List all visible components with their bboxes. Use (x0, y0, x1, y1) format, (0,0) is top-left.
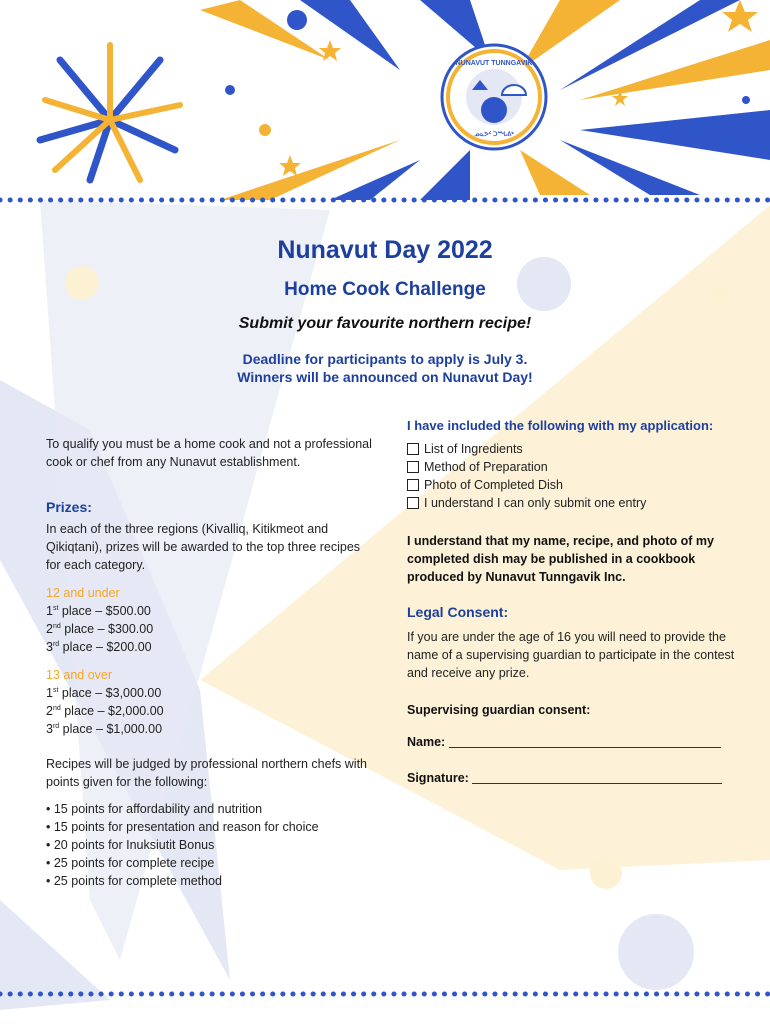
prizes-intro: In each of the three regions (Kivalliq, Kitikmeot and Qikiqtani), prizes will be awarded to the top three recipes for each category. (46, 522, 361, 572)
group1-heading: 12 and under (46, 586, 120, 600)
checklist (407, 440, 737, 512)
list-item: • 25 points for complete method (46, 872, 376, 890)
prizes-heading: Prizes: (46, 499, 92, 515)
judging-intro: Recipes will be judged by professional northern chefs with points given for the following: (46, 757, 368, 789)
checkbox[interactable] (407, 497, 419, 509)
points-list (46, 800, 376, 890)
prize-place: 1st place – $500.00 (46, 604, 151, 618)
legal-text: If you are under the age of 16 you will need to provide the name of a supervising guardian to participate in the contest and receive any prize. (407, 630, 735, 680)
logo-syllabics: ᓄᓇᕗᑦ ᑐᙵᕕᒃ (474, 132, 514, 138)
signature-label: Signature: (407, 771, 473, 785)
checklist-item[interactable] (407, 494, 737, 512)
checkbox-label: I understand I can only submit one entry (424, 496, 647, 510)
list-item: • 15 points for affordability and nutrition (46, 800, 376, 818)
name-label: Name: (407, 735, 449, 749)
name-field[interactable] (407, 733, 737, 751)
prize-place: 3rd place – $1,000.00 (46, 722, 163, 736)
checkbox[interactable] (407, 461, 419, 473)
checkbox[interactable] (407, 479, 419, 491)
deadline-notice (0, 350, 770, 386)
tagline: Submit your favourite northern recipe! (238, 315, 532, 332)
signature-field[interactable] (407, 769, 737, 787)
checkbox[interactable] (407, 443, 419, 455)
firework-left (40, 45, 180, 180)
group2-places (46, 684, 376, 738)
checklist-item[interactable] (407, 440, 737, 458)
list-item: • 15 points for presentation and reason for choice (46, 818, 376, 836)
prize-place: 2nd place – $2,000.00 (46, 704, 164, 718)
list-item: • 25 points for complete recipe (46, 854, 376, 872)
winners-line: Winners will be announced on Nunavut Day! (237, 369, 533, 385)
legal-heading: Legal Consent: (407, 604, 509, 620)
name-line[interactable] (449, 735, 721, 748)
checklist-heading: I have included the following with my application: (407, 418, 714, 433)
group1-places (46, 602, 376, 656)
checkbox-label: List of Ingredients (424, 442, 523, 456)
deadline-line: Deadline for participants to apply is July 3. (242, 351, 528, 367)
checklist-item[interactable] (407, 458, 737, 476)
qualify-text: To qualify you must be a home cook and not a professional cook or chef from any Nunavut establishment. (46, 437, 372, 469)
checklist-item[interactable] (407, 476, 737, 494)
publish-notice: I understand that my name, recipe, and photo of my completed dish may be published in a cookbook produced by Nunavut Tunngavik Inc. (407, 534, 714, 584)
guardian-label: Supervising guardian consent: (407, 703, 591, 717)
prize-place: 2nd place – $300.00 (46, 622, 154, 636)
checkbox-label: Method of Preparation (424, 460, 548, 474)
logo-org-name: NUNAVUT TUNNGAVIK (455, 60, 533, 67)
list-item: • 20 points for Inuksiutit Bonus (46, 836, 376, 854)
prize-place: 3rd place – $200.00 (46, 640, 152, 654)
page-title: Nunavut Day 2022 (277, 236, 493, 264)
prize-place: 1st place – $3,000.00 (46, 686, 162, 700)
page-subtitle: Home Cook Challenge (284, 279, 486, 300)
checkbox-label: Photo of Completed Dish (424, 478, 563, 492)
group2-heading: 13 and over (46, 668, 113, 682)
signature-line[interactable] (472, 771, 722, 784)
